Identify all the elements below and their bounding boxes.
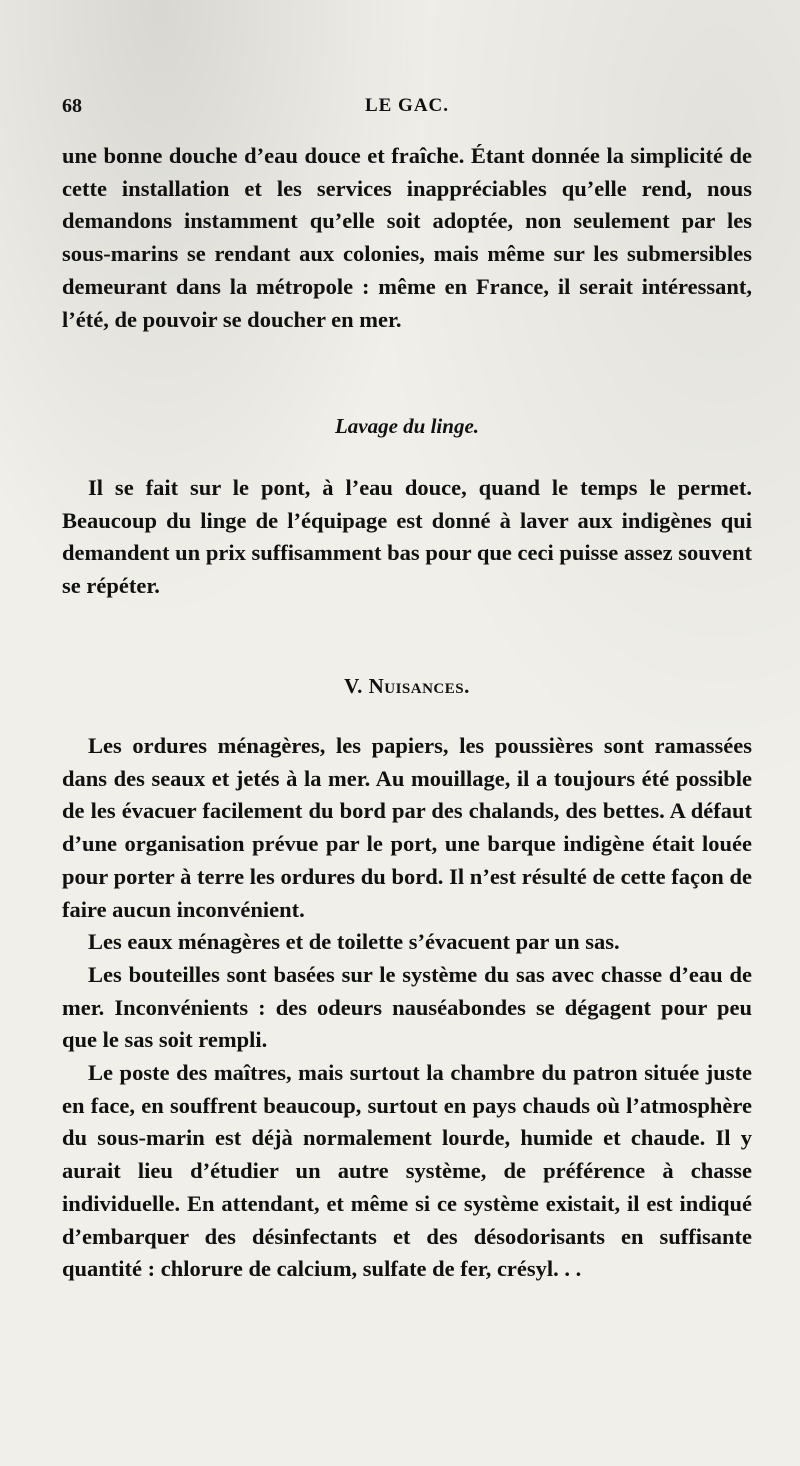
paragraph-lavage: Il se fait sur le pont, à l’eau douce, quand le temps le permet. Beaucoup du linge de l’équipage est donné à laver aux indigènes qui demandent un prix suffisamment bas pour que ceci puisse assez souvent se répéter. (62, 475, 752, 599)
text-block-lavage (62, 472, 752, 603)
paragraph-poste-des-maitres: Le poste des maîtres, mais surtout la chambre du patron située juste en face, en souffrent beaucoup, surtout en pays chauds où l’atmosphère du sous-marin est déjà normalement lourde, humide et chaude. Il y aurait lieu d’étudier un autre système, de préférence à chasse individuelle. En attendant, et même si ce système existait, il est indiqué d’embarquer des désinfectants et des désodorisants en suffisante quantité : chlorure de calcium, sulfate de fer, crésyl. . . (62, 1060, 752, 1282)
text-block-nuisances (62, 730, 752, 1286)
text-block-douche (62, 140, 752, 336)
paragraph-ordures: Les ordures ménagères, les papiers, les poussières sont ramassées dans des seaux et jetés à la mer. Au mouillage, il a toujours été possible de les évacuer facilement du bord par des chalands, des bettes. A défaut d’une organisation prévue par le port, une barque indigène était louée pour porter à terre les ordures du bord. Il n’est résulté de cette façon de faire aucun inconvénient. (62, 733, 752, 922)
running-title: LE GAC. (364, 95, 450, 116)
section-title: Nuisances. (368, 674, 470, 698)
subheading-lavage-du-linge: Lavage du linge. (334, 414, 480, 438)
section-number: V. (344, 674, 363, 698)
running-header (62, 95, 752, 125)
page-number: 68 (62, 95, 82, 117)
paragraph-bouteilles: Les bouteilles sont basées sur le système du sas avec chasse d’eau de mer. Inconvénients : des odeurs nauséabondes se dégagent pour peu que le sas soit rempli. (62, 961, 752, 1053)
paragraph-eaux-menageres: Les eaux ménagères et de toilette s’évacuent par un sas. (88, 929, 620, 955)
paragraph-douche: une bonne douche d’eau douce et fraîche. Étant donnée la simplicité de cette installation et les services inappréciables qu’elle rend, nous demandons instamment qu’elle soit adoptée, non seulement par les sous-marins se rendant aux colonies, mais même sur les submersibles demeurant dans la métropole : même en France, il serait intéressant, l’été, de pouvoir se doucher en mer. (62, 143, 752, 332)
section-heading-nuisances (62, 674, 752, 699)
